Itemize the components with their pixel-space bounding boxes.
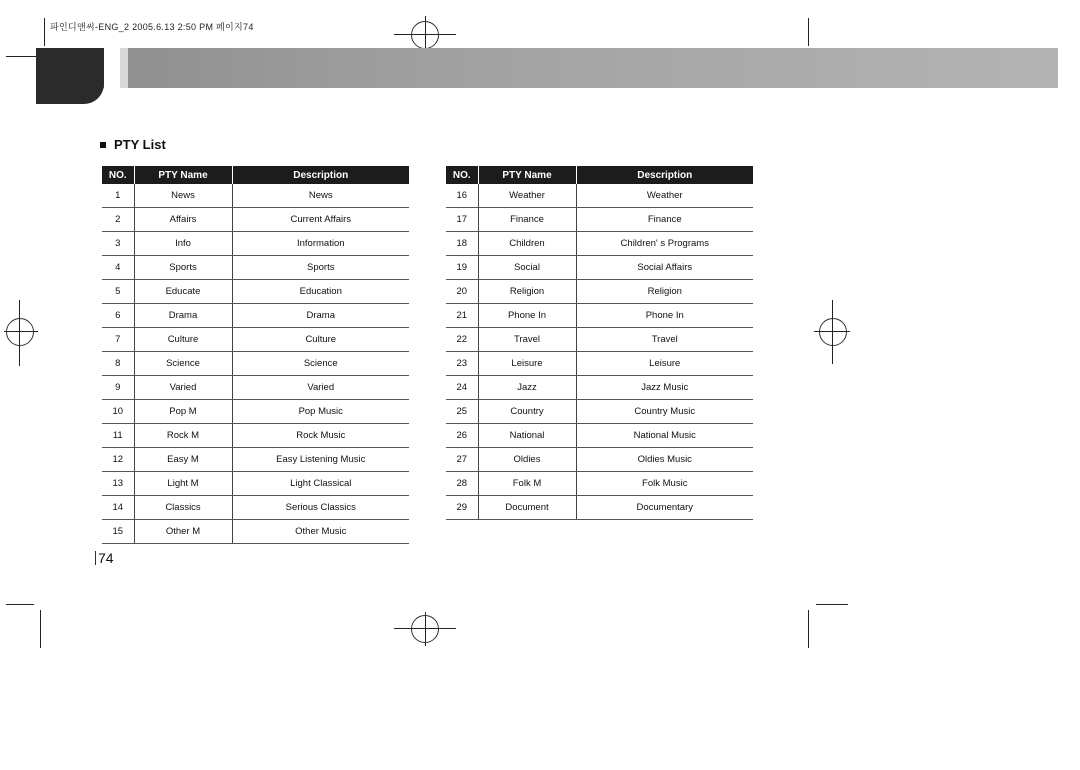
cell-pty-name: Science xyxy=(134,352,232,376)
cell-no: 17 xyxy=(446,208,478,232)
table-row xyxy=(102,376,409,400)
cell-no: 28 xyxy=(446,472,478,496)
cell-description: Religion xyxy=(576,280,753,304)
cell-pty-name: Sports xyxy=(134,256,232,280)
table-row xyxy=(446,256,753,280)
cell-description: Drama xyxy=(232,304,409,328)
header-band-gap xyxy=(104,48,120,88)
table-row xyxy=(102,304,409,328)
cell-description: Jazz Music xyxy=(576,376,753,400)
cell-pty-name: Other M xyxy=(134,520,232,544)
table-row xyxy=(102,208,409,232)
cell-pty-name: National xyxy=(478,424,576,448)
cell-no: 15 xyxy=(102,520,134,544)
cell-description: Easy Listening Music xyxy=(232,448,409,472)
page-number-divider xyxy=(95,551,96,565)
section-title-text: PTY List xyxy=(114,137,166,152)
cell-no: 24 xyxy=(446,376,478,400)
cell-description: Science xyxy=(232,352,409,376)
cell-pty-name: Varied xyxy=(134,376,232,400)
pty-table-right xyxy=(446,166,753,520)
cell-pty-name: Affairs xyxy=(134,208,232,232)
cell-description: Oldies Music xyxy=(576,448,753,472)
table-row xyxy=(446,496,753,520)
page-number xyxy=(95,550,114,566)
cell-no: 21 xyxy=(446,304,478,328)
table-row xyxy=(446,424,753,448)
table-row xyxy=(446,400,753,424)
column-header-pty-name: PTY Name xyxy=(478,166,576,184)
cell-no: 6 xyxy=(102,304,134,328)
cell-description: Pop Music xyxy=(232,400,409,424)
table-row xyxy=(102,520,409,544)
cell-description: Current Affairs xyxy=(232,208,409,232)
cell-no: 1 xyxy=(102,184,134,208)
cell-description: Social Affairs xyxy=(576,256,753,280)
column-header-no: NO. xyxy=(102,166,134,184)
cell-description: Country Music xyxy=(576,400,753,424)
cell-description: Other Music xyxy=(232,520,409,544)
cell-description: Children' s Programs xyxy=(576,232,753,256)
cell-description: Weather xyxy=(576,184,753,208)
cell-pty-name: Country xyxy=(478,400,576,424)
table-row xyxy=(446,472,753,496)
cell-pty-name: Oldies xyxy=(478,448,576,472)
table-row xyxy=(102,424,409,448)
cell-description: Finance xyxy=(576,208,753,232)
crop-mark xyxy=(6,604,34,605)
cell-pty-name: Finance xyxy=(478,208,576,232)
cell-description: Phone In xyxy=(576,304,753,328)
cell-no: 26 xyxy=(446,424,478,448)
table-row xyxy=(102,280,409,304)
cell-no: 2 xyxy=(102,208,134,232)
column-header-description: Description xyxy=(576,166,753,184)
cell-description: Folk Music xyxy=(576,472,753,496)
cell-pty-name: Classics xyxy=(134,496,232,520)
cell-description: Information xyxy=(232,232,409,256)
table-row xyxy=(102,328,409,352)
cell-no: 20 xyxy=(446,280,478,304)
cell-pty-name: Pop M xyxy=(134,400,232,424)
cell-description: Education xyxy=(232,280,409,304)
crop-mark xyxy=(816,604,848,605)
pty-table-left xyxy=(102,166,409,544)
cell-no: 8 xyxy=(102,352,134,376)
cell-pty-name: Drama xyxy=(134,304,232,328)
header-band-tab xyxy=(36,48,104,104)
crop-mark xyxy=(44,18,45,46)
cell-pty-name: Folk M xyxy=(478,472,576,496)
page-number-text: 74 xyxy=(98,550,114,566)
cell-pty-name: Light M xyxy=(134,472,232,496)
cell-description: Serious Classics xyxy=(232,496,409,520)
table-row xyxy=(446,232,753,256)
cell-pty-name: Rock M xyxy=(134,424,232,448)
cell-pty-name: Leisure xyxy=(478,352,576,376)
table-row xyxy=(102,496,409,520)
cell-pty-name: Religion xyxy=(478,280,576,304)
cell-description: Light Classical xyxy=(232,472,409,496)
table-row xyxy=(102,352,409,376)
cell-no: 5 xyxy=(102,280,134,304)
cell-no: 10 xyxy=(102,400,134,424)
cell-no: 18 xyxy=(446,232,478,256)
cell-pty-name: Travel xyxy=(478,328,576,352)
table-row xyxy=(446,208,753,232)
cell-no: 14 xyxy=(102,496,134,520)
cell-pty-name: Phone In xyxy=(478,304,576,328)
print-header-meta: 파인디앤씨-ENG_2 2005.6.13 2:50 PM 페이지74 xyxy=(50,22,254,32)
table-row xyxy=(102,400,409,424)
cell-description: News xyxy=(232,184,409,208)
column-header-pty-name: PTY Name xyxy=(134,166,232,184)
cell-description: Varied xyxy=(232,376,409,400)
table-row xyxy=(446,304,753,328)
cell-pty-name: Social xyxy=(478,256,576,280)
cell-pty-name: Info xyxy=(134,232,232,256)
crop-mark xyxy=(40,610,41,648)
cell-pty-name: Weather xyxy=(478,184,576,208)
table-header-row xyxy=(446,166,753,184)
section-title xyxy=(100,137,166,152)
cell-pty-name: News xyxy=(134,184,232,208)
table-row xyxy=(446,448,753,472)
cell-no: 7 xyxy=(102,328,134,352)
cell-no: 3 xyxy=(102,232,134,256)
table-row xyxy=(446,184,753,208)
cell-no: 22 xyxy=(446,328,478,352)
cell-no: 11 xyxy=(102,424,134,448)
cell-no: 27 xyxy=(446,448,478,472)
table-row xyxy=(102,472,409,496)
crop-mark xyxy=(808,610,809,648)
cell-no: 23 xyxy=(446,352,478,376)
cell-no: 4 xyxy=(102,256,134,280)
cell-no: 13 xyxy=(102,472,134,496)
cell-pty-name: Jazz xyxy=(478,376,576,400)
cell-no: 19 xyxy=(446,256,478,280)
cell-description: Travel xyxy=(576,328,753,352)
crop-mark xyxy=(808,18,809,46)
column-header-no: NO. xyxy=(446,166,478,184)
cell-pty-name: Easy M xyxy=(134,448,232,472)
cell-no: 25 xyxy=(446,400,478,424)
cell-description: Sports xyxy=(232,256,409,280)
cell-description: Leisure xyxy=(576,352,753,376)
square-bullet-icon xyxy=(100,142,106,148)
cell-no: 9 xyxy=(102,376,134,400)
table-row xyxy=(446,376,753,400)
table-row xyxy=(102,256,409,280)
table-row xyxy=(446,352,753,376)
cell-no: 29 xyxy=(446,496,478,520)
cell-description: National Music xyxy=(576,424,753,448)
table-row xyxy=(446,280,753,304)
cell-description: Documentary xyxy=(576,496,753,520)
cell-description: Rock Music xyxy=(232,424,409,448)
cell-pty-name: Culture xyxy=(134,328,232,352)
cell-no: 12 xyxy=(102,448,134,472)
column-header-description: Description xyxy=(232,166,409,184)
header-band-stripe xyxy=(120,48,128,88)
table-row xyxy=(102,448,409,472)
cell-description: Culture xyxy=(232,328,409,352)
cell-pty-name: Document xyxy=(478,496,576,520)
cell-no: 16 xyxy=(446,184,478,208)
table-header-row xyxy=(102,166,409,184)
cell-pty-name: Educate xyxy=(134,280,232,304)
crop-mark xyxy=(6,56,36,57)
cell-pty-name: Children xyxy=(478,232,576,256)
table-row xyxy=(102,184,409,208)
table-row xyxy=(446,328,753,352)
header-band xyxy=(36,48,1058,88)
table-row xyxy=(102,232,409,256)
